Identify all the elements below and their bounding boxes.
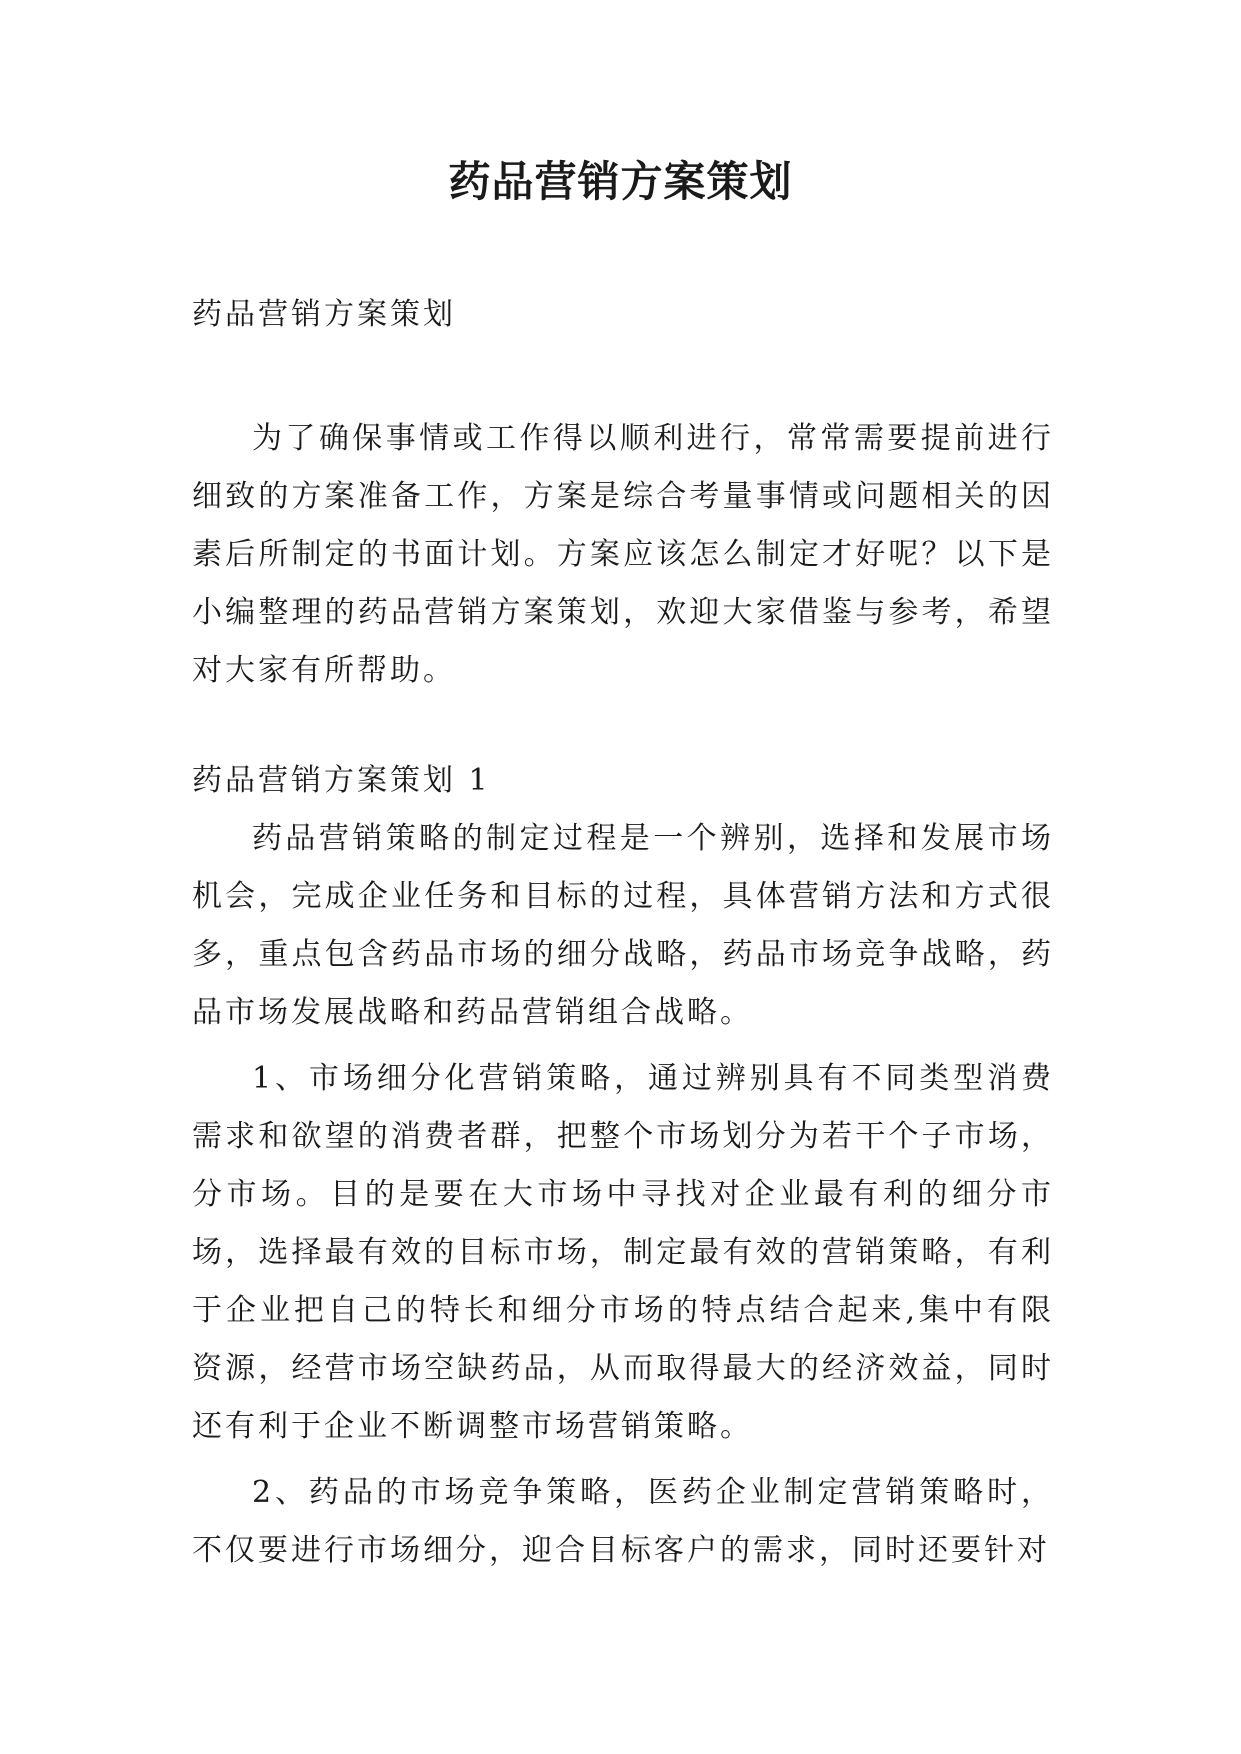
spacer bbox=[192, 1456, 1054, 1464]
spacer bbox=[192, 700, 1054, 752]
spacer bbox=[192, 1042, 1054, 1050]
section-heading: 药品营销方案策划 1 bbox=[192, 763, 491, 798]
intro-paragraph: 为了确保事情或工作得以顺利进行，常常需要提前进行细致的方案准备工作，方案是综合考量事情或问题相关的因素后所制定的书面计划。方案应该怎么制定才好呢？以下是小编整理的药品营销方案策划，欢迎大家借鉴与参考，希望对大家有所帮助。 bbox=[192, 421, 1054, 688]
document-title: 药品营销方案策划 bbox=[448, 157, 793, 206]
document-body bbox=[192, 286, 1054, 1580]
spacer bbox=[192, 344, 1054, 410]
body-paragraph: 药品营销策略的制定过程是一个辨别，选择和发展市场机会，完成企业任务和目标的过程，具体营销方法和方式很多，重点包含药品市场的细分战略，药品市场竞争战略，药品市场发展战略和药品营销组合战略。 bbox=[192, 821, 1054, 1030]
document-subtitle: 药品营销方案策划 bbox=[192, 297, 456, 332]
body-paragraph: 2、药品的市场竞争策略，医药企业制定营销策略时，不仅要进行市场细分，迎合目标客户的需求，同时还要针对 bbox=[192, 1475, 1054, 1568]
body-paragraph: 1、市场细分化营销策略，通过辨别具有不同类型消费需求和欲望的消费者群，把整个市场划分为若干个子市场，分市场。目的是要在大市场中寻找对企业最有利的细分市场，选择最有效的目标市场，制定最有效的营销策略，有利于企业把自己的特长和细分市场的特点结合起来,集中有限资源，经营市场空缺药品，从而取得最大的经济效益，同时还有利于企业不断调整市场营销策略。 bbox=[192, 1061, 1054, 1444]
